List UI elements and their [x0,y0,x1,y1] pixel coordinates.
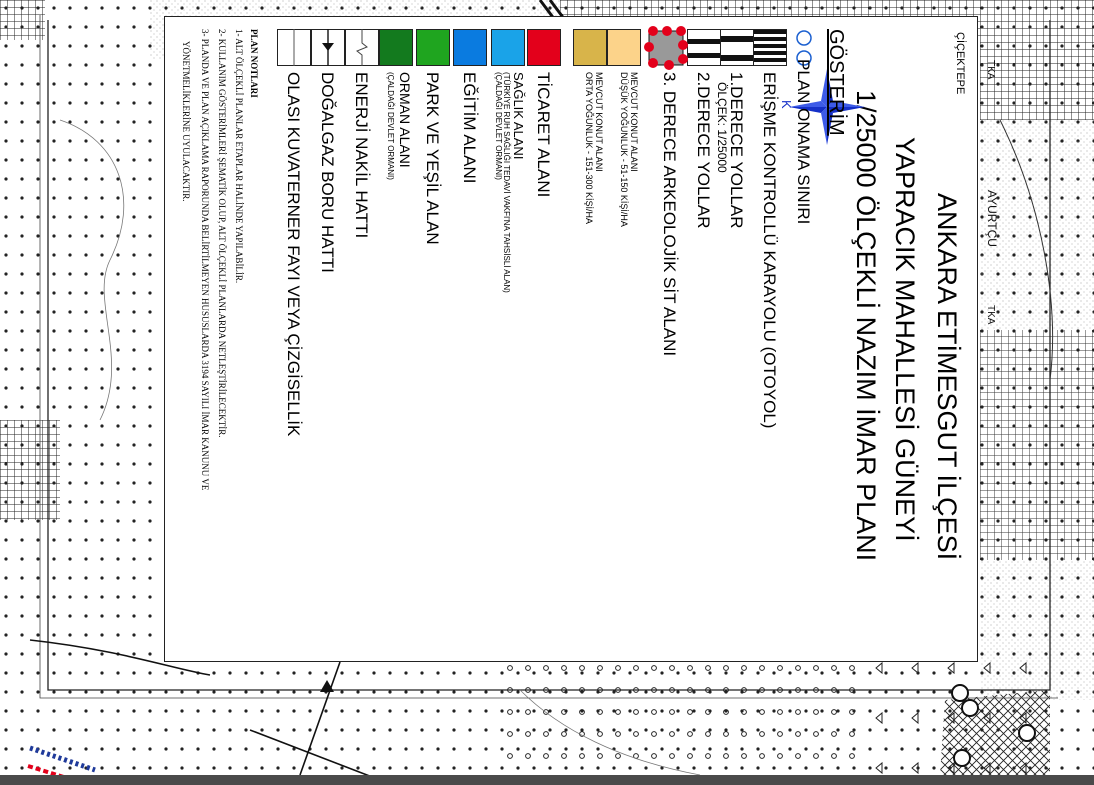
legend-panel [164,16,978,662]
enerji-line-icon [345,29,379,66]
ikinci-derece-swatch [687,29,721,66]
legend-sub-label-2: (ÇALDAĞI DEVLET ORMANI) [494,72,503,180]
legend-label: DOĞALGAZ BORU HATTI [318,72,337,273]
scale-text: ÖLÇEK: 1/25000 [715,82,729,173]
park-swatch [416,29,450,66]
ticaret-swatch [527,29,561,66]
place-label: ÇİÇEKTEPE [954,32,966,95]
plan-note-2: 2- KULLANIM GÖSTERİMLERİ ŞEMATİK OLUP, ALT ÖLÇEKLİ PLANLARDA NETLEŞTİRİLECEKTİR. [217,29,227,438]
map-grid-zone-left-mid [0,420,60,520]
birinci-derece-swatch [720,29,754,66]
legend-label: 3. DERECE ARKEOLOJİK SİT ALANI [660,72,679,357]
arkeolojik-sit-symbol-icon [643,25,689,71]
egitim-swatch [453,29,487,66]
plan-note-3-cont: YÖNETMELİKLERİNE UYULACAKTIR. [181,41,191,202]
legend-label: MEVCUT KONUT ALANI [629,72,639,172]
plan-note-1: 1- ALT ÖLÇEKLİ PLANLAR ETAPLAR HALİNDE YAPILABİLİR. [234,29,244,284]
legend-label: EĞİTİM ALANI [460,72,479,184]
viewer-bottom-bar [0,775,1094,785]
orman-swatch [379,29,413,66]
mevcut-konut-orta-swatch [573,29,607,66]
map-label-ayurtcu: AYURTÇU [985,190,999,247]
legend-label: ENERJİ NAKİL HATTI [352,72,371,239]
legend-sub-label: ORTA YOĞUNLUK - 151-300 KİŞİ/HA [584,72,594,225]
map-label-tka-mid: TKA [985,305,996,325]
legend-label: 1.DERECE YOLLAR [727,72,746,229]
legend-sub-label: (ÇALDAĞI DEVLET ORMANI) [386,72,395,180]
legend-sub-label: DÜŞÜK YOĞUNLUK - 51-150 KİŞİ/HA [619,72,629,227]
map-grid-zone-left [0,0,45,40]
legend-heading: GÖSTERİM [825,29,847,136]
title-line-2: YAPRACIK MAHALLESİ GÜNEYİ [890,137,920,542]
title-line-1: ANKARA ETİMESGUT İLÇESİ [932,193,962,561]
dogalgaz-line-icon [311,29,345,66]
map-label-tka-top: TKA [985,60,996,80]
otoyol-swatch [753,29,787,66]
legend-label: OLASI KUVATERNER FAYI VEYA ÇİZGİSELLİK [284,72,303,437]
legend-label: SAĞLIK ALANI [511,72,526,160]
compass-north-label: K [779,100,794,109]
legend-label: PARK VE YEŞİL ALAN [423,72,442,245]
mevcut-konut-dusuk-swatch [607,29,641,66]
legend-sub-label: (TÜRKİYE RUH SAĞLIĞI TEDAVİ VAKFI'NA TAHSİSLİ ALAN) [502,72,511,293]
legend-label: MEVCUT KONUT ALANI [594,72,604,172]
legend-label: 2.DERECE YOLLAR [694,72,713,229]
fay-line-icon [277,29,311,66]
legend-label: ORMAN ALANI [397,72,413,168]
legend-label: TİCARET ALANI [534,72,553,198]
saglik-swatch [491,29,525,66]
map-grid-zone-right [980,330,1094,560]
title-line-3: 1/25000 ÖLÇEKLİ NAZIM İMAR PLANI [851,90,881,562]
legend-label: ERİŞME KONTROLLÜ KARAYOLU (OTOYOL) [760,72,779,429]
plan-notes-heading: PLAN NOTLARI [249,29,259,98]
plan-note-3: 3- PLANDA VE PLAN AÇIKLAMA RAPORUNDA BELİRTİLMEYEN HUSUSLARDA 3194 SAYILI İMAR KANUNU VE [200,29,210,491]
legend-label: PLAN ONAMA SINIRI [794,59,813,225]
legend-rotated-content [165,17,979,663]
